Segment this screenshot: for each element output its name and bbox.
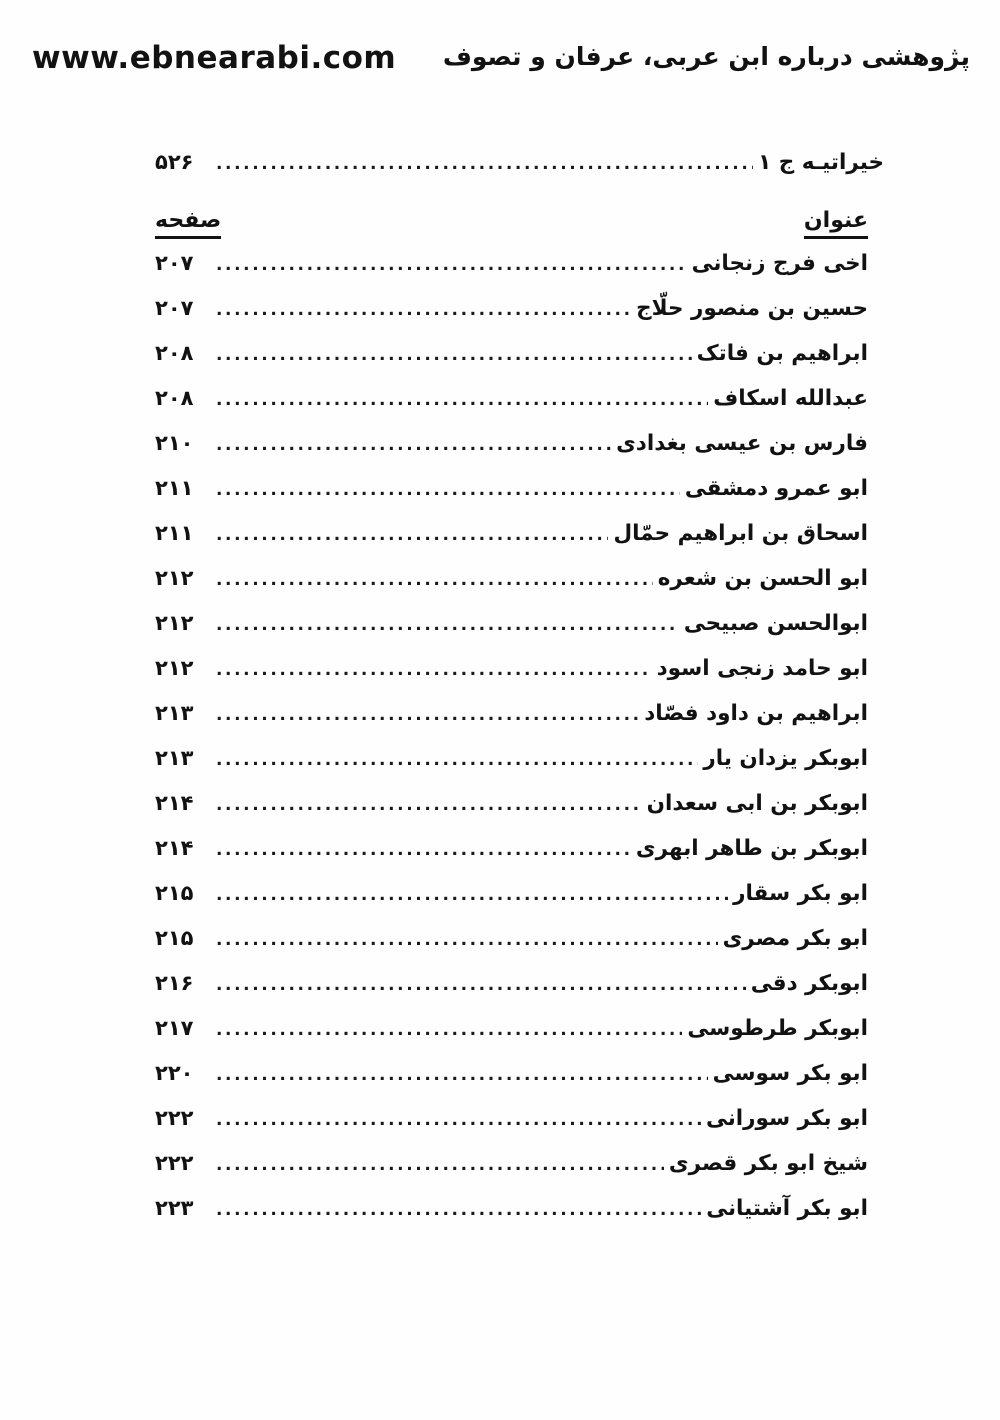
- toc-entry-title: ابوبکر بن طاهر ابهری: [635, 836, 868, 861]
- toc-entry-title: ابو حامد زنجی اسود: [656, 656, 868, 681]
- column-header-title: عنوان: [804, 208, 868, 239]
- dot-leader: [216, 390, 708, 410]
- toc-row: [155, 746, 868, 791]
- toc-row: [155, 881, 868, 926]
- dot-leader: [216, 435, 611, 455]
- toc-entry-page-number: ۲۰۸: [155, 341, 194, 365]
- toc-row: [155, 1016, 868, 1061]
- toc-row: [155, 1106, 868, 1151]
- dot-leader: [216, 1110, 701, 1130]
- toc-row: [155, 431, 868, 476]
- toc-entry-page-number: ۲۱۲: [155, 566, 194, 590]
- dot-leader: [216, 615, 679, 635]
- dot-leader: [216, 1065, 708, 1085]
- site-url-text: www.ebnearabi.com: [32, 40, 397, 76]
- toc-entry-page-number: ۲۲۰: [155, 1061, 194, 1085]
- toc-entry-title: ابوالحسن صبیحی: [683, 611, 868, 636]
- toc-entry-page-number: ۲۰۷: [155, 251, 194, 275]
- toc-row: [155, 611, 868, 656]
- toc-entry-title: ابو بکر سوسی: [712, 1061, 868, 1086]
- dot-leader: [216, 840, 631, 860]
- toc-entry-page-number: ۲۰۸: [155, 386, 194, 410]
- toc-entry-title: اخی فرج زنجانی: [691, 251, 868, 276]
- toc-entry-page-number: ۲۱۳: [155, 746, 194, 770]
- toc-row: [155, 566, 868, 611]
- dot-leader: [216, 750, 698, 770]
- toc-entry-title: ابوبکر یزدان یار: [703, 746, 868, 771]
- toc-entry-title: ابراهیم بن فاتک: [696, 341, 868, 366]
- toc-content: [155, 150, 884, 1241]
- toc-entry-title: عبدالله اسکاف: [713, 386, 868, 411]
- column-headers: [155, 208, 868, 239]
- toc-entry-page-number: ۲۱۱: [155, 476, 194, 500]
- toc-row: [155, 1061, 868, 1106]
- toc-entry-title: ابو بکر آشتیانی: [706, 1196, 868, 1221]
- toc-row: [155, 701, 868, 746]
- toc-entry-page-number: ۲۱۲: [155, 611, 194, 635]
- toc-row: [155, 296, 868, 341]
- dot-leader: [216, 570, 653, 590]
- column-header-page: صفحه: [155, 208, 221, 239]
- toc-entry-title: فارس بن عیسی بغدادی: [616, 431, 868, 456]
- dot-leader: [216, 480, 680, 500]
- toc-row: [155, 836, 868, 881]
- toc-entry-title: اسحاق بن ابراهیم حمّال: [613, 521, 868, 546]
- toc-list: [155, 251, 868, 1241]
- toc-entry-title: ابو عمرو دمشقی: [684, 476, 868, 501]
- toc-entry-page-number: ۲۱۷: [155, 1016, 194, 1040]
- book-title-text: پژوهشی درباره ابن عربی، عرفان و تصوف: [442, 42, 970, 71]
- dot-leader: [216, 705, 639, 725]
- front-matter-title: خیراتیـه ج ۱: [758, 150, 884, 175]
- toc-row: [155, 1151, 868, 1196]
- toc-row: [155, 341, 868, 386]
- toc-row: [155, 971, 868, 1016]
- dot-leader: [216, 1155, 664, 1175]
- toc-entry-title: ابوبکر بن ابی سعدان: [646, 791, 868, 816]
- toc-row: [155, 791, 868, 836]
- toc-entry-title: ابو بکر سقار: [733, 881, 868, 906]
- toc-row: [155, 521, 868, 566]
- toc-row: [155, 251, 868, 296]
- toc-entry-title: ابو الحسن بن شعره: [657, 566, 868, 591]
- toc-entry-page-number: ۲۱۵: [155, 881, 194, 905]
- dot-leader: [216, 1200, 701, 1220]
- front-matter-row: [155, 150, 884, 190]
- dot-leader: [216, 525, 608, 545]
- dot-leader: [216, 795, 642, 815]
- dot-leader: [216, 255, 687, 275]
- toc-entry-page-number: ۲۱۴: [155, 791, 194, 815]
- toc-entry-title: شیخ ابو بکر قصری: [668, 1151, 868, 1176]
- dot-leader: [216, 345, 692, 365]
- running-header: [32, 40, 970, 76]
- toc-entry-title: ابو بکر سورانی: [705, 1106, 868, 1131]
- dot-leader: [216, 660, 652, 680]
- toc-entry-title: ابوبکر دقی: [750, 971, 868, 996]
- toc-entry-title: ابو بکر مصری: [722, 926, 868, 951]
- dot-leader: [216, 154, 753, 174]
- toc-entry-title: حسین بن منصور حلّاج: [636, 296, 868, 321]
- toc-entry-title: ابراهیم بن داود فصّاد: [644, 701, 868, 726]
- toc-entry-page-number: ۲۱۲: [155, 656, 194, 680]
- toc-entry-page-number: ۲۱۱: [155, 521, 194, 545]
- toc-row: [155, 1196, 868, 1241]
- toc-row: [155, 476, 868, 521]
- toc-row: [155, 926, 868, 971]
- toc-entry-page-number: ۲۲۲: [155, 1106, 194, 1130]
- toc-entry-page-number: ۲۲۲: [155, 1151, 194, 1175]
- front-matter-page-number: ۵۲۶: [155, 150, 194, 174]
- dot-leader: [216, 1020, 682, 1040]
- toc-entry-page-number: ۲۱۳: [155, 701, 194, 725]
- toc-entry-page-number: ۲۱۵: [155, 926, 194, 950]
- toc-entry-page-number: ۲۱۶: [155, 971, 194, 995]
- toc-row: [155, 656, 868, 701]
- toc-row: [155, 386, 868, 431]
- dot-leader: [216, 930, 718, 950]
- dot-leader: [216, 975, 746, 995]
- dot-leader: [216, 300, 631, 320]
- toc-entry-page-number: ۲۱۰: [155, 431, 194, 455]
- toc-entry-title: ابوبکر طرطوسی: [687, 1016, 868, 1041]
- toc-entry-page-number: ۲۰۷: [155, 296, 194, 320]
- toc-entry-page-number: ۲۱۴: [155, 836, 194, 860]
- dot-leader: [216, 885, 728, 905]
- toc-entry-page-number: ۲۲۳: [155, 1196, 194, 1220]
